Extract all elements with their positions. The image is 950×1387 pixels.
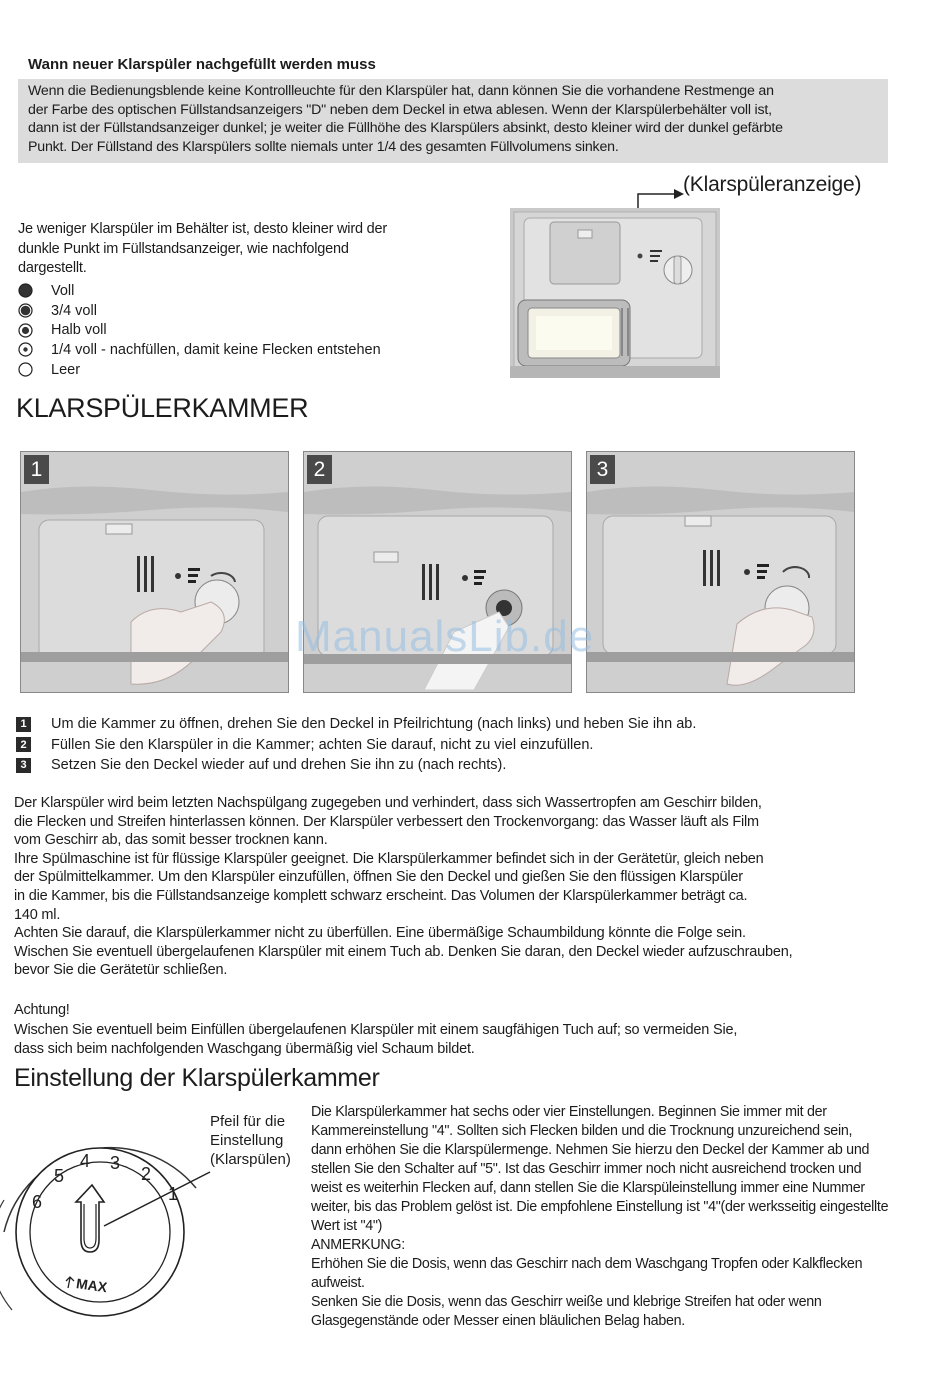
settings-line: ANMERKUNG:	[311, 1237, 405, 1253]
arrow-label-line: Pfeil für die	[210, 1113, 286, 1130]
dial-number: 2	[141, 1164, 152, 1184]
arrow-label-line: (Klarspülen)	[210, 1151, 291, 1168]
indicator-photo-label: (Klarspüleranzeige)	[683, 173, 862, 196]
settings-line: Die Klarspülerkammer hat sechs oder vier Einstellungen. Beginnen Sie immer mit der	[311, 1104, 827, 1120]
dial-number: 6	[32, 1192, 43, 1212]
intro-line: dunkle Punkt im Füllstandsanzeiger, wie nachfolgend	[18, 240, 349, 257]
dispenser-photo	[510, 208, 720, 378]
level-item	[18, 320, 381, 340]
level-item	[18, 301, 381, 321]
step-number-badge: 3	[590, 455, 615, 484]
step-item	[16, 735, 696, 756]
step-number-badge: 1	[24, 455, 49, 484]
step-photo-1	[20, 451, 289, 693]
step-photo-3	[586, 451, 855, 693]
info-box-line: dann ist der Füllstandsanzeiger dunkel; je weiter die Füllhöhe des Klarspülers absinkt, desto kleiner wird der dunkel gefärbte	[28, 120, 783, 137]
settings-line: Senken Sie die Dosis, wenn das Geschirr weiße und klebrige Streifen hat oder wenn	[311, 1294, 822, 1310]
intro-line: Je weniger Klarspüler im Behälter ist, desto kleiner wird der	[18, 221, 387, 237]
step-list	[16, 714, 696, 776]
dial-number: 3	[110, 1153, 121, 1173]
settings-line: weiter, bis das Problem gelöst ist. Die empfohlene Einstellung ist "4"(der werksseitig eingestellte	[311, 1199, 889, 1215]
dial-number: 5	[54, 1166, 65, 1186]
info-box	[18, 79, 888, 163]
step-text: Setzen Sie den Deckel wieder auf und drehen Sie ihn zu (nach rechts).	[51, 757, 507, 774]
step-number-square: 1	[16, 717, 31, 732]
info-box-line: Punkt. Der Füllstand des Klarspülers sollte niemals unter 1/4 des gesamten Füllvolumens sinken.	[28, 138, 619, 155]
dispenser-illustration	[587, 452, 854, 692]
intro-line: dargestellt.	[18, 260, 87, 276]
dial-max-label: MAX	[75, 1275, 109, 1296]
info-box-line: der Farbe des optischen Füllstandsanzeigers "D" neben dem Deckel in etwa ablesen. Wenn der Klarspülerbehälter voll ist,	[28, 101, 772, 118]
settings-line: dann erhöhen Sie die Klarspülermenge. Nehmen Sie hierzu den Deckel der Kammer ab und	[311, 1142, 870, 1158]
level-list	[18, 281, 381, 379]
paragraph-line: Ihre Spülmaschine ist für flüssige Klarspüler geeignet. Die Klarspülerkammer befindet sich in der Gerätetür, gleich neben	[14, 850, 764, 867]
step-item	[16, 755, 696, 776]
step-text: Füllen Sie den Klarspüler in die Kammer; achten Sie darauf, nicht zu viel einzufüllen.	[51, 736, 594, 753]
level-label: Leer	[51, 361, 81, 378]
warning-line: Wischen Sie eventuell beim Einfüllen übergelaufenen Klarspüler mit einem saugfähigen Tuch auf; so vermeiden Sie,	[14, 1021, 738, 1038]
indicator-intro	[18, 220, 387, 279]
settings-line: Kammereinstellung "4". Sollten sich Flecken bilden und die Trocknung unzureichend sein,	[311, 1123, 853, 1139]
level-quarter-icon	[18, 342, 33, 357]
paragraph-line: der Spülmittelkammer. Um den Klarspüler einzufüllen, öffnen Sie den Deckel und gießen Sie den flüssigen Klarspüler	[14, 869, 743, 886]
level-item	[18, 281, 381, 301]
paragraph-line: Der Klarspüler wird beim letzten Nachspülgang zugegeben und verhindert, dass sich Wassertropfen am Geschirr bilden,	[14, 795, 762, 811]
step-number-badge: 2	[307, 455, 332, 484]
section-heading: Wann neuer Klarspüler nachgefüllt werden muss	[28, 56, 376, 73]
paragraph-line: 140 ml.	[14, 906, 61, 923]
step-text: Um die Kammer zu öffnen, drehen Sie den Deckel in Pfeilrichtung (nach links) und heben Sie ihn ab.	[51, 716, 697, 733]
dial-diagram	[0, 1140, 310, 1320]
dial-number: 1	[168, 1184, 179, 1204]
arrow-label-line: Einstellung	[210, 1132, 284, 1149]
step-number-square: 2	[16, 737, 31, 752]
paragraph-line: bevor Sie die Gerätetür schließen.	[14, 962, 228, 979]
dispenser-illustration	[21, 452, 288, 692]
level-label: Voll	[51, 282, 75, 299]
paragraph-line: Achten Sie darauf, die Klarspülerkammer nicht zu überfüllen. Eine übermäßige Schaumbildung könnte die Folge sein.	[14, 925, 746, 942]
settings-line: weist es weiterhin Flecken auf, dann stellen Sie die Klarspüleinstellung immer eine Nummer	[311, 1180, 865, 1196]
step-number-square: 3	[16, 758, 31, 773]
chamber-title: KLARSPÜLERKAMMER	[16, 393, 309, 423]
paragraph-line: Wischen Sie eventuell übergelaufenen Klarspüler mit einem Tuch ab. Denken Sie daran, den Deckel wieder aufzuschrauben,	[14, 943, 793, 960]
settings-text	[311, 1103, 888, 1331]
paragraph-line: die Flecken und Streifen hinterlassen können. Der Klarspüler verbessert den Trockenvorgang: das Wasser läuft als Film	[14, 813, 759, 830]
level-label: 1/4 voll - nachfüllen, damit keine Flecken entstehen	[51, 341, 381, 358]
watermark: ManualsLib.de	[295, 612, 595, 661]
settings-line: Erhöhen Sie die Dosis, wenn das Geschirr nach dem Waschgang Tropfen oder Kalkflecken	[311, 1256, 863, 1272]
dial-edge-arc	[0, 1200, 12, 1310]
warning-line: Achtung!	[14, 1002, 70, 1018]
info-box-line: Wenn die Bedienungsblende keine Kontrollleuchte für den Klarspüler hat, dann können Sie die vorhandene Restmenge an	[28, 83, 774, 99]
level-label: Halb voll	[51, 322, 107, 339]
settings-line: aufweist.	[311, 1275, 365, 1291]
level-three-quarter-icon	[18, 303, 33, 318]
step-item	[16, 714, 696, 735]
warning-block	[14, 1001, 737, 1060]
level-half-icon	[18, 323, 33, 338]
dial-number: 4	[80, 1151, 91, 1171]
level-full-icon	[18, 283, 33, 298]
settings-line: Wert ist "4")	[311, 1218, 383, 1234]
paragraph-line: vom Geschirr ab, das somit besser trocknen kann.	[14, 832, 328, 849]
level-item	[18, 340, 381, 360]
paragraph-line: in die Kammer, bis die Füllstandsanzeige komplett schwarz erscheint. Das Volumen der Klarspülerkammer beträgt ca.	[14, 887, 748, 904]
settings-line: Glasgegenstände oder Messer einen bläulichen Belag haben.	[311, 1313, 685, 1329]
settings-title: Einstellung der Klarspülerkammer	[14, 1064, 380, 1092]
level-item	[18, 360, 381, 380]
warning-line: dass sich beim nachfolgenden Waschgang übermäßig viel Schaum bildet.	[14, 1041, 475, 1057]
chamber-paragraph	[14, 794, 792, 980]
level-label: 3/4 voll	[51, 302, 97, 319]
level-empty-icon	[18, 362, 33, 377]
settings-line: stellen Sie den Schalter auf "5". Ist das Geschirr immer noch nicht ausreichend trocken und	[311, 1161, 862, 1177]
